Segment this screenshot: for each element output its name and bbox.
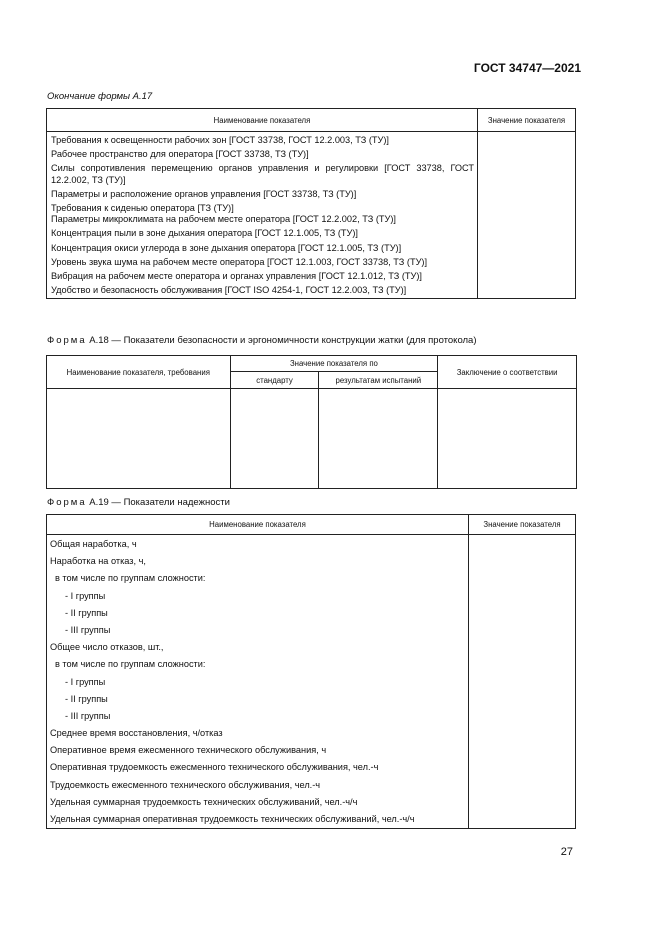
form18-empty-cell <box>319 389 438 489</box>
form17-body-row <box>47 132 576 299</box>
form19-item: Удельная суммарная оперативная трудоемкость технических обслуживаний, чел.-ч/ч <box>50 814 415 824</box>
form17-header-row <box>47 109 576 132</box>
form19-item: Среднее время восстановления, ч/отказ <box>50 728 223 739</box>
page-number: 27 <box>560 846 573 858</box>
form19-item: - III группы <box>65 710 111 721</box>
form19-caption-prefix: Форма <box>47 497 87 508</box>
form19-caption <box>47 497 230 508</box>
form17-col-name: Наименование показателя <box>47 109 478 132</box>
form17-item <box>51 189 474 200</box>
form17-item-line: Требования к сиденью оператора [ТЗ (ТУ)] <box>51 203 234 214</box>
form17-item-line: Параметры и расположение органов управления [ГОСТ 33738, ТЗ (ТУ)] <box>51 188 357 199</box>
form19-body-row <box>47 535 576 829</box>
form17-item-line: Концентрация окиси углерода в зоне дыхания оператора [ГОСТ 12.1.005, ТЗ (ТУ)] <box>51 242 402 253</box>
form17-item <box>51 257 474 268</box>
form19-col-value: Значение показателя <box>469 515 576 535</box>
form18-header-row-1 <box>47 356 577 372</box>
form18-caption-text: А.18 — Показатели безопасности и эргономичности конструкции жатки (для протокола) <box>86 335 477 346</box>
form19-item: - I группы <box>65 676 106 687</box>
form17-col-value: Значение показателя <box>478 109 576 132</box>
form17-value-cell <box>478 132 576 299</box>
form17-caption: Окончание формы А.17 <box>47 91 153 102</box>
form18-empty-cell <box>230 389 319 489</box>
form19-item: в том числе по группам сложности: <box>55 573 206 584</box>
form19-item: Общая наработка, ч <box>50 539 137 549</box>
form19-items-cell <box>47 535 469 829</box>
form19-caption-text: А.19 — Показатели надежности <box>86 497 230 508</box>
form19-item: Общее число отказов, шт., <box>50 642 164 653</box>
form19-item: Наработка на отказ, ч, <box>50 556 146 567</box>
form19-value-cell <box>469 535 576 829</box>
form17-item-line: Концентрация пыли в зоне дыхания оператора [ГОСТ 12.1.005, ТЗ (ТУ)] <box>51 228 358 239</box>
form17-item <box>51 203 474 225</box>
form17-item-line: Рабочее пространство для оператора [ГОСТ 33738, ТЗ (ТУ)] <box>51 149 309 160</box>
form17-item <box>51 243 474 254</box>
form18-col-value-group: Значение показателя по <box>230 356 438 372</box>
form18-col-standard: стандарту <box>230 372 319 389</box>
standard-header: ГОСТ 34747—2021 <box>473 61 581 75</box>
form17-item-line: Требования к освещенности рабочих зон [ГОСТ 33738, ГОСТ 12.2.003, ТЗ (ТУ)] <box>51 135 389 145</box>
form19-col-name: Наименование показателя <box>47 515 469 535</box>
form19-item: в том числе по группам сложности: <box>55 659 206 670</box>
form17-item <box>51 228 474 239</box>
form17-item <box>51 271 474 282</box>
form19-item: - II группы <box>65 607 108 618</box>
form19-item: - II группы <box>65 693 108 704</box>
form17-item <box>51 135 474 146</box>
form17-item-line: Уровень звука шума на рабочем месте оператора [ГОСТ 12.1.003, ГОСТ 33738, ТЗ (ТУ)] <box>51 256 428 267</box>
form19-item: Трудоемкость ежесменного технического обслуживания, чел.-ч <box>50 779 321 790</box>
form17-table <box>46 108 576 299</box>
form18-col-name: Наименование показателя, требования <box>47 356 231 389</box>
form19-item: - III группы <box>65 624 111 635</box>
form17-item <box>51 163 474 185</box>
form19-item: Удельная суммарная трудоемкость технических обслуживаний, чел.-ч/ч <box>50 796 358 807</box>
form19-item: Оперативное время ежесменного технического обслуживания, ч <box>50 745 327 756</box>
form19-item: - I группы <box>65 590 106 601</box>
form18-table <box>46 355 577 489</box>
form17-items-cell <box>47 132 478 299</box>
form18-empty-row <box>47 389 577 489</box>
form18-col-conclusion: Заключение о соответствии <box>438 356 577 389</box>
form17-item <box>51 149 474 160</box>
form19-table <box>46 514 576 829</box>
form18-empty-cell <box>438 389 577 489</box>
form17-item-line: Параметры микроклимата на рабочем месте оператора [ГОСТ 12.2.002, ТЗ (ТУ)] <box>51 214 396 225</box>
form17-item <box>51 285 474 296</box>
form17-item-line: Силы сопротивления перемещению органов управления и регулировки [ГОСТ 33738, ГОСТ 12.2.002, ТЗ (ТУ)] <box>51 163 474 185</box>
form19-item: Оперативная трудоемкость ежесменного технического обслуживания, чел.-ч <box>50 762 379 773</box>
form17-item-line: Вибрация на рабочем месте оператора и органах управления [ГОСТ 12.1.012, ТЗ (ТУ)] <box>51 271 422 282</box>
form17-item-line: Удобство и безопасность обслуживания [ГОСТ ISO 4254-1, ГОСТ 12.2.003, ТЗ (ТУ)] <box>51 285 407 296</box>
form19-header-row <box>47 515 576 535</box>
form18-empty-cell <box>47 389 231 489</box>
form18-caption-prefix: Форма <box>47 335 87 346</box>
form18-caption <box>47 335 477 346</box>
form18-col-results: результатам испытаний <box>319 372 438 389</box>
